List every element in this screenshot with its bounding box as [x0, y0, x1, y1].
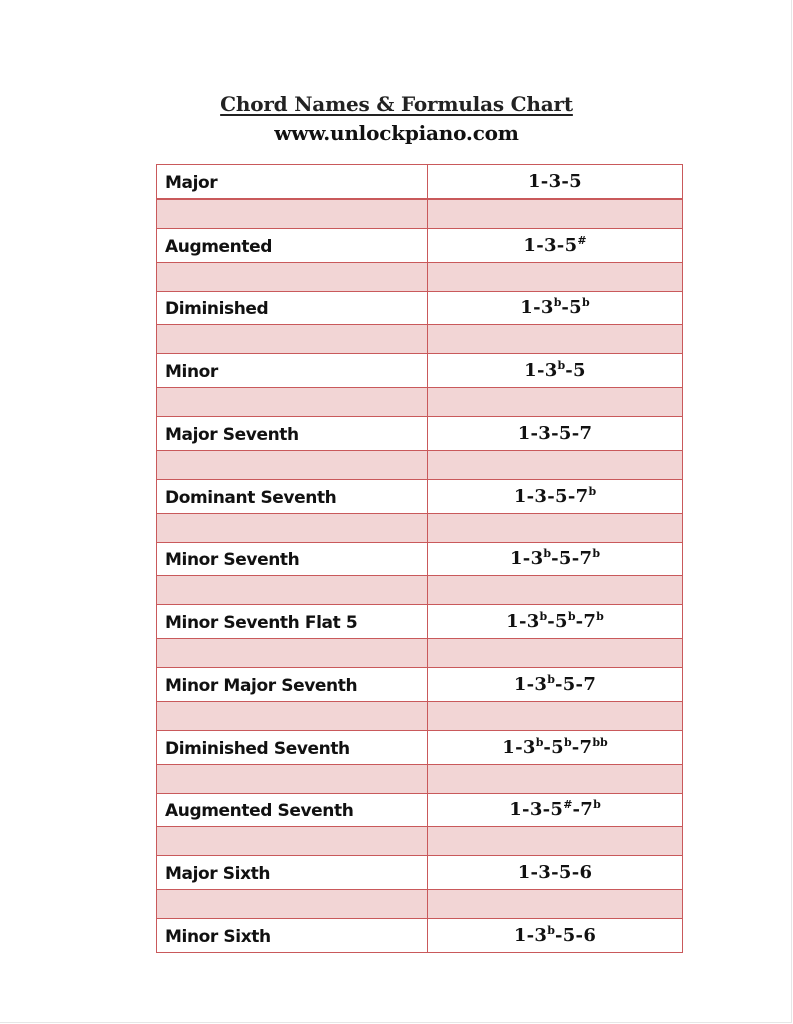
spacer-cell	[157, 827, 428, 856]
spacer-cell	[157, 199, 428, 229]
chord-row	[157, 165, 683, 199]
chord-formula	[428, 291, 683, 325]
formula-accidental: b	[564, 735, 572, 749]
formula-accidental: b	[547, 672, 555, 686]
spacer-cell	[428, 701, 683, 730]
chord-formula-table	[156, 164, 683, 953]
spacer-cell	[428, 513, 683, 542]
chord-row	[157, 417, 683, 451]
chord-row	[157, 668, 683, 702]
formula-text: -5	[561, 297, 583, 319]
chord-row	[157, 793, 683, 827]
spacer-row	[157, 450, 683, 479]
spacer-cell	[157, 262, 428, 291]
chord-formula	[428, 856, 683, 890]
chord-formula	[428, 605, 683, 639]
chord-name: Diminished Seventh	[157, 730, 428, 764]
spacer-cell	[428, 262, 683, 291]
chord-row	[157, 479, 683, 513]
formula-text: -7	[571, 736, 593, 758]
chord-row	[157, 605, 683, 639]
formula-text: 1-3-5	[509, 799, 564, 821]
chord-name: Major Seventh	[157, 417, 428, 451]
chord-name: Minor Major Seventh	[157, 668, 428, 702]
chord-name: Augmented	[157, 228, 428, 262]
chord-row	[157, 228, 683, 262]
formula-text: -5-6	[554, 924, 597, 946]
formula-text: 1-3-5-6	[517, 862, 593, 884]
spacer-cell	[428, 450, 683, 479]
chord-name: Minor	[157, 354, 428, 388]
spacer-cell	[428, 764, 683, 793]
spacer-row	[157, 262, 683, 291]
formula-text: -5-7	[551, 548, 593, 570]
spacer-row	[157, 639, 683, 668]
chord-formula	[428, 479, 683, 513]
formula-accidental: b	[553, 296, 562, 310]
chord-name: Dominant Seventh	[157, 479, 428, 513]
formula-accidental: bb	[592, 735, 608, 749]
spacer-cell	[157, 513, 428, 542]
spacer-cell	[428, 199, 683, 229]
page-title: Chord Names & Formulas Chart	[220, 92, 573, 116]
spacer-cell	[428, 388, 683, 417]
formula-text: 1-3	[509, 548, 544, 570]
spacer-cell	[157, 325, 428, 354]
formula-accidental: #	[563, 798, 573, 812]
formula-text: 1-3	[506, 611, 540, 633]
formula-text: -5-7	[554, 673, 597, 695]
spacer-cell	[157, 639, 428, 668]
formula-accidental: b	[543, 547, 552, 561]
chord-row	[157, 542, 683, 576]
spacer-row	[157, 576, 683, 605]
formula-text: 1-3-5	[527, 170, 582, 192]
spacer-row	[157, 890, 683, 919]
formula-accidental: b	[557, 359, 566, 373]
formula-text: 1-3	[520, 297, 554, 319]
chord-name: Minor Seventh Flat 5	[157, 605, 428, 639]
spacer-row	[157, 764, 683, 793]
chord-formula	[428, 793, 683, 827]
spacer-cell	[428, 639, 683, 668]
spacer-row	[157, 199, 683, 229]
spacer-cell	[428, 325, 683, 354]
formula-text: -7	[575, 611, 597, 633]
chord-row	[157, 730, 683, 764]
formula-text: -7	[572, 799, 594, 821]
spacer-row	[157, 388, 683, 417]
formula-accidental: b	[592, 547, 601, 561]
spacer-row	[157, 701, 683, 730]
chord-row	[157, 354, 683, 388]
formula-accidental: b	[539, 610, 548, 624]
chord-name: Major Sixth	[157, 856, 428, 890]
spacer-cell	[157, 890, 428, 919]
spacer-row	[157, 513, 683, 542]
spacer-cell	[157, 450, 428, 479]
spacer-row	[157, 325, 683, 354]
formula-text: -5	[565, 360, 586, 382]
formula-text: -5	[543, 736, 565, 758]
chord-formula	[428, 354, 683, 388]
chord-formula	[428, 228, 683, 262]
spacer-cell	[157, 576, 428, 605]
formula-accidental: b	[596, 610, 604, 624]
spacer-cell	[428, 827, 683, 856]
chord-row	[157, 856, 683, 890]
formula-accidental: b	[547, 923, 555, 937]
formula-text: 1-3	[502, 736, 536, 758]
spacer-cell	[157, 388, 428, 417]
chord-name: Minor Sixth	[157, 919, 428, 953]
chord-name: Major	[157, 165, 428, 199]
formula-text: -5	[547, 611, 568, 633]
chord-formula	[428, 668, 683, 702]
chord-formula	[428, 417, 683, 451]
chord-name: Diminished	[157, 291, 428, 325]
chord-row	[157, 919, 683, 953]
chord-row	[157, 291, 683, 325]
page-subtitle: www.unlockpiano.com	[274, 121, 519, 145]
formula-text: 1-3	[513, 924, 548, 946]
chord-formula	[428, 919, 683, 953]
formula-accidental: b	[567, 610, 576, 624]
chord-name: Minor Seventh	[157, 542, 428, 576]
spacer-cell	[428, 890, 683, 919]
formula-accidental: b	[588, 484, 597, 498]
spacer-cell	[428, 576, 683, 605]
formula-text: 1-3-5-7	[517, 422, 593, 444]
formula-text: 1-3	[524, 360, 558, 382]
formula-text: 1-3-5	[523, 234, 578, 256]
formula-accidental: b	[593, 798, 601, 812]
formula-text: 1-3-5-7	[513, 485, 589, 507]
formula-accidental: #	[577, 233, 587, 247]
spacer-row	[157, 827, 683, 856]
chord-formula	[428, 542, 683, 576]
chord-formula	[428, 730, 683, 764]
chord-formula	[428, 165, 683, 199]
chord-name: Augmented Seventh	[157, 793, 428, 827]
spacer-cell	[157, 701, 428, 730]
formula-text: 1-3	[513, 673, 548, 695]
formula-accidental: b	[582, 296, 590, 310]
formula-accidental: b	[535, 735, 544, 749]
spacer-cell	[157, 764, 428, 793]
